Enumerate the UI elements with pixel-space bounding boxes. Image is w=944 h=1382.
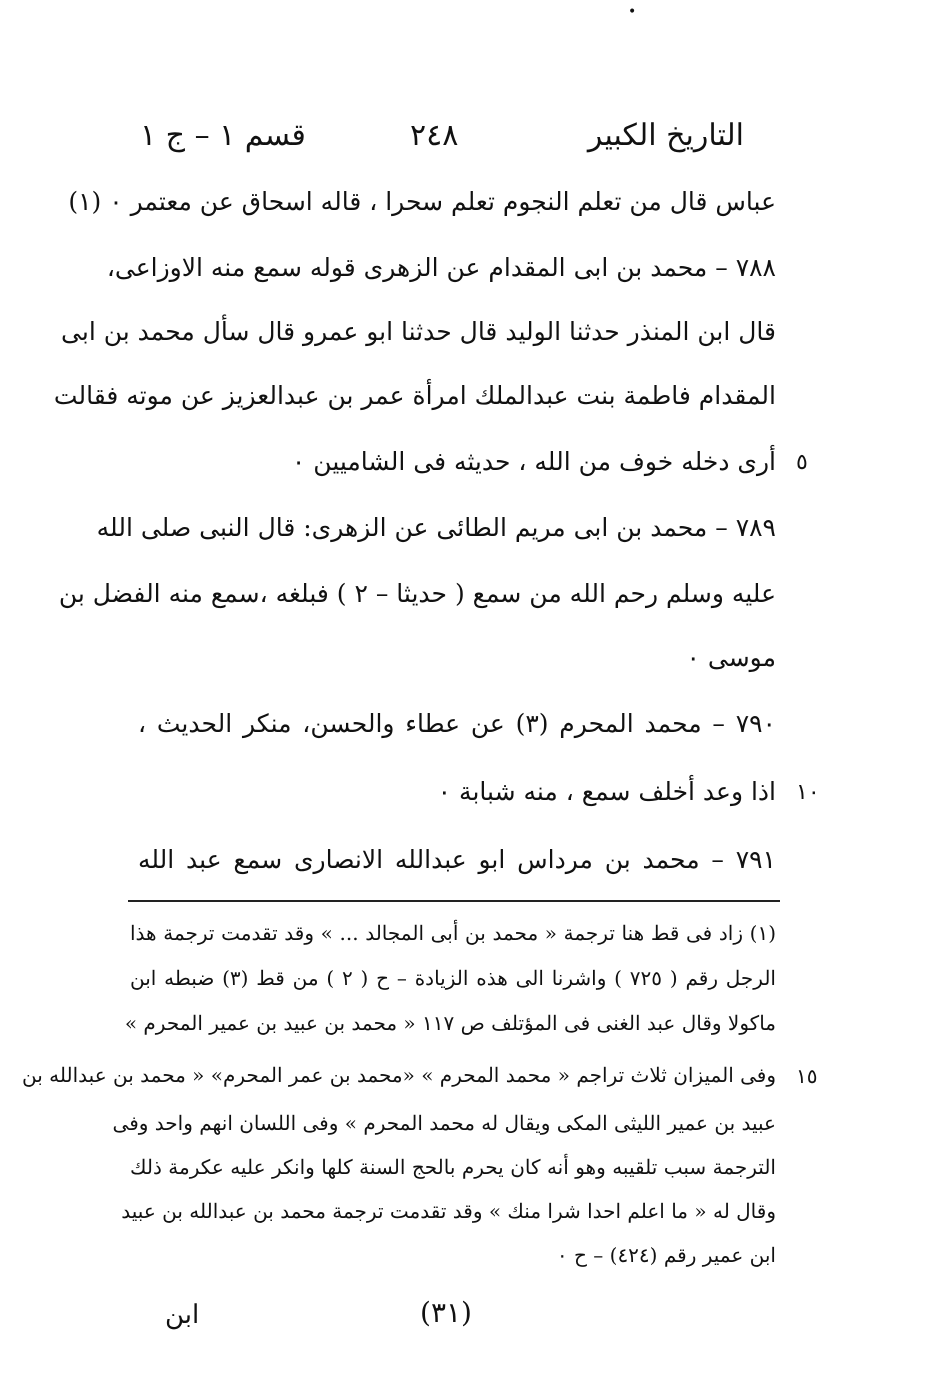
body-line-10: اذا وعد أخلف سمع ، منه شبابة ٠ <box>437 777 776 806</box>
body-line-3: قال ابن المنذر حدثنا الوليد قال حدثنا ابو عمرو قال سأل محمد بن ابى <box>61 317 776 346</box>
footnote-line-4: وفى الميزان ثلاث تراجم « محمد المحرم » «محمد بن عمر المحرم» « محمد بن عبدالله بن <box>22 1063 776 1087</box>
margin-line-number-15: ١٥ <box>796 1064 818 1088</box>
footnote-separator <box>128 900 780 902</box>
body-line-4: المقدام فاطمة بنت عبدالملك امرأة عمر بن عبدالعزيز عن موته فقالت <box>53 381 776 410</box>
footnote-line-2: الرجل رقم ( ٧٢٥ ) واشرنا الى هذه الزيادة – ح ( ٢ ) من قط (٣) ضبطه ابن <box>130 966 776 990</box>
running-header <box>140 118 744 168</box>
part-volume: قسم ١ – ج ١ <box>140 118 306 153</box>
body-line-8: موسى ٠ <box>686 643 776 672</box>
footnote-line-3: ماكولا وقال عبد الغنى فى المؤتلف ص ١١٧ « محمد بن عبيد بن عمير المحرم » <box>124 1011 776 1035</box>
margin-line-number-5: ٥ <box>796 450 808 475</box>
body-line-1: عباس قال من تعلم النجوم تعلم سحرا ، قاله اسحاق عن معتمر ٠ (١) <box>68 187 776 216</box>
footnote-line-1: (١) زاد فى قط هنا ترجمة « محمد بن أبى المجالد ... » وقد تقدمت ترجمة هذا <box>130 921 776 945</box>
signature-mark: (٣١) <box>420 1296 472 1329</box>
footnote-line-5: عبيد بن عمير الليثى المكى ويقال له محمد المحرم » وفى اللسان انهم واحد وفى <box>112 1111 776 1135</box>
margin-line-number-10: ١٠ <box>796 780 820 805</box>
catchword: ابن <box>165 1300 200 1330</box>
book-title: التاريخ الكبير <box>587 118 744 153</box>
footnote-line-6: الترجمة سبب تلقيبه وهو أنه كان يحرم بالحج السنة كلها وانكر عليه عكرمة ذلك <box>130 1155 776 1179</box>
footnote-line-7: وقال له « ما اعلم احدا شرا منك » وقد تقدمت ترجمة محمد بن عبدالله بن عبيد <box>121 1199 776 1223</box>
ink-speck: • <box>628 4 637 20</box>
entry-788-heading: ٧٨٨ – محمد بن ابى المقدام عن الزهرى قوله سمع منه الاوزاعى، <box>106 253 776 282</box>
entry-789-heading: ٧٨٩ – محمد بن ابى مريم الطائى عن الزهرى: قال النبى صلى الله <box>96 513 776 542</box>
entry-790-heading: ٧٩٠ – محمد المحرم (٣) عن عطاء والحسن، منكر الحديث ، <box>138 709 776 738</box>
entry-791-heading: ٧٩١ – محمد بن مرداس ابو عبدالله الانصارى سمع عبد الله <box>138 845 776 874</box>
page-number: ٢٤٨ <box>410 118 459 153</box>
body-line-7: عليه وسلم رحم الله من سمع ( حديثا – ٢ ) فبلغه ،سمع منه الفضل بن <box>58 579 776 608</box>
body-line-5: أرى دخله خوف من الله ، حديثه فى الشاميين ٠ <box>291 447 776 476</box>
footnote-line-8: ابن عمير رقم (٤٢٤) – ح ٠ <box>556 1243 776 1267</box>
